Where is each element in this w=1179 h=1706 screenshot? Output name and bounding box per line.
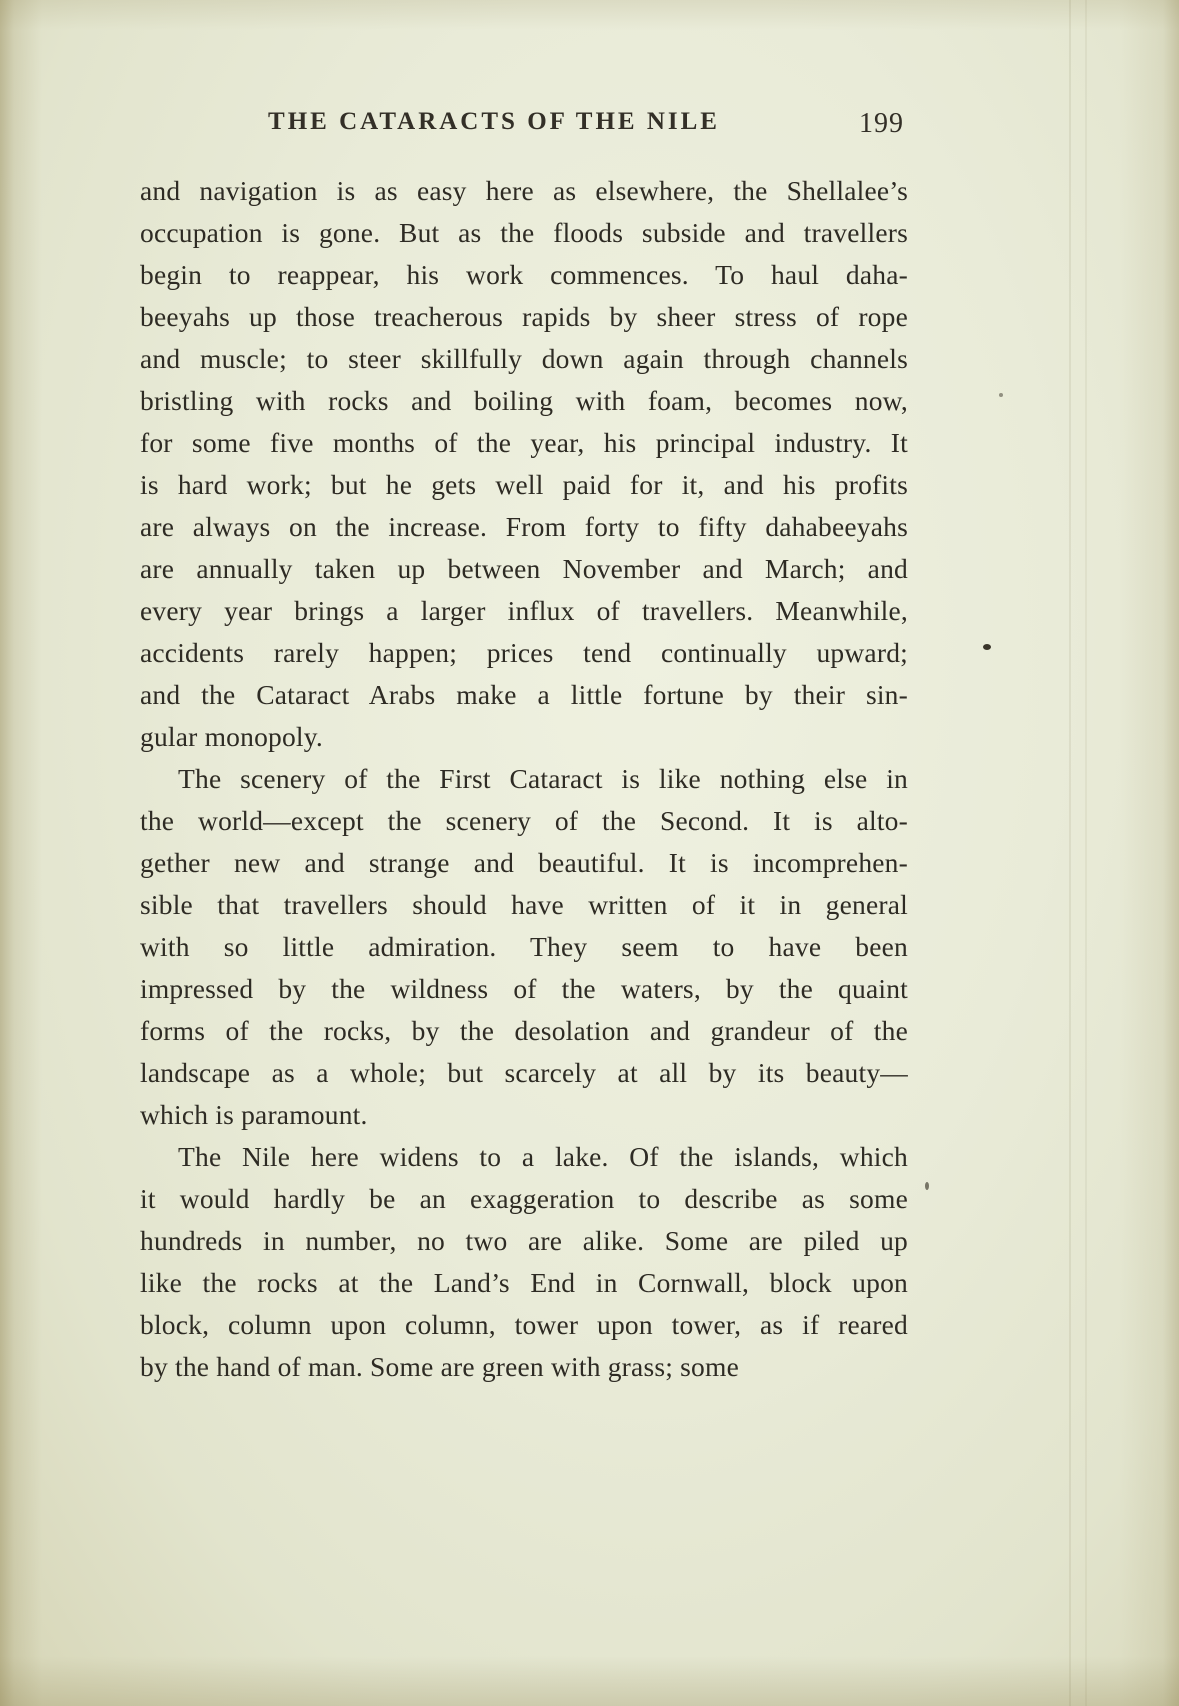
text-block [140,108,908,1388]
text-line: with so little admiration. They seem to have been [140,931,908,962]
text-line: the world—except the scenery of the Second. It is alto- [140,805,908,836]
text-line: by the hand of man. Some are green with grass; some [140,1351,740,1382]
ink-speck [925,1182,929,1190]
text-line: for some five months of the year, his principal industry. It [140,427,908,458]
text-line: impressed by the wildness of the waters, by the quaint [140,973,908,1004]
text-line: and muscle; to steer skillfully down again through channels [140,343,908,374]
text-line: sible that travellers should have written of it in general [140,889,908,920]
paragraph [140,1136,908,1388]
text-line: and the Cataract Arabs make a little fortune by their sin- [140,679,908,710]
text-line: occupation is gone. But as the floods subside and travellers [140,217,908,248]
text-line: are annually taken up between November and March; and [140,553,908,584]
text-line: The Nile here widens to a lake. Of the islands, which [178,1141,908,1172]
paragraph [140,758,908,1136]
page-number: 199 [859,108,904,139]
text-line: begin to reappear, his work commences. To haul daha- [140,259,908,290]
text-line: The scenery of the First Cataract is like nothing else in [178,763,908,794]
text-line: is hard work; but he gets well paid for it, and his profits [140,469,908,500]
text-line: block, column upon column, tower upon tower, as if reared [140,1309,908,1340]
text-line: it would hardly be an exaggeration to describe as some [140,1183,908,1214]
text-line: every year brings a larger influx of travellers. Meanwhile, [140,595,908,626]
body-text [140,170,908,1388]
text-line: landscape as a whole; but scarcely at all by its beauty— [140,1057,908,1088]
scan-streak [1069,0,1071,1706]
text-line: forms of the rocks, by the desolation and grandeur of the [140,1015,908,1046]
text-line: beeyahs up those treacherous rapids by sheer stress of rope [140,301,908,332]
text-line: gular monopoly. [140,721,323,752]
text-line: gether new and strange and beautiful. It is incomprehen- [140,847,908,878]
ink-speck [983,644,991,650]
paragraph [140,170,908,758]
text-line: hundreds in number, no two are alike. Some are piled up [140,1225,908,1256]
ink-speck [999,393,1003,397]
page-header [140,108,908,150]
text-line: are always on the increase. From forty to fifty dahabeeyahs [140,511,908,542]
text-line: bristling with rocks and boiling with foam, becomes now, [140,385,908,416]
scan-streak [1085,0,1087,1706]
text-line: accidents rarely happen; prices tend continually upward; [140,637,908,668]
text-line: like the rocks at the Land’s End in Cornwall, block upon [140,1267,908,1298]
running-title: THE CATARACTS OF THE NILE [268,108,720,135]
text-line: which is paramount. [140,1099,368,1130]
text-line: and navigation is as easy here as elsewhere, the Shellalee’s [140,175,908,206]
